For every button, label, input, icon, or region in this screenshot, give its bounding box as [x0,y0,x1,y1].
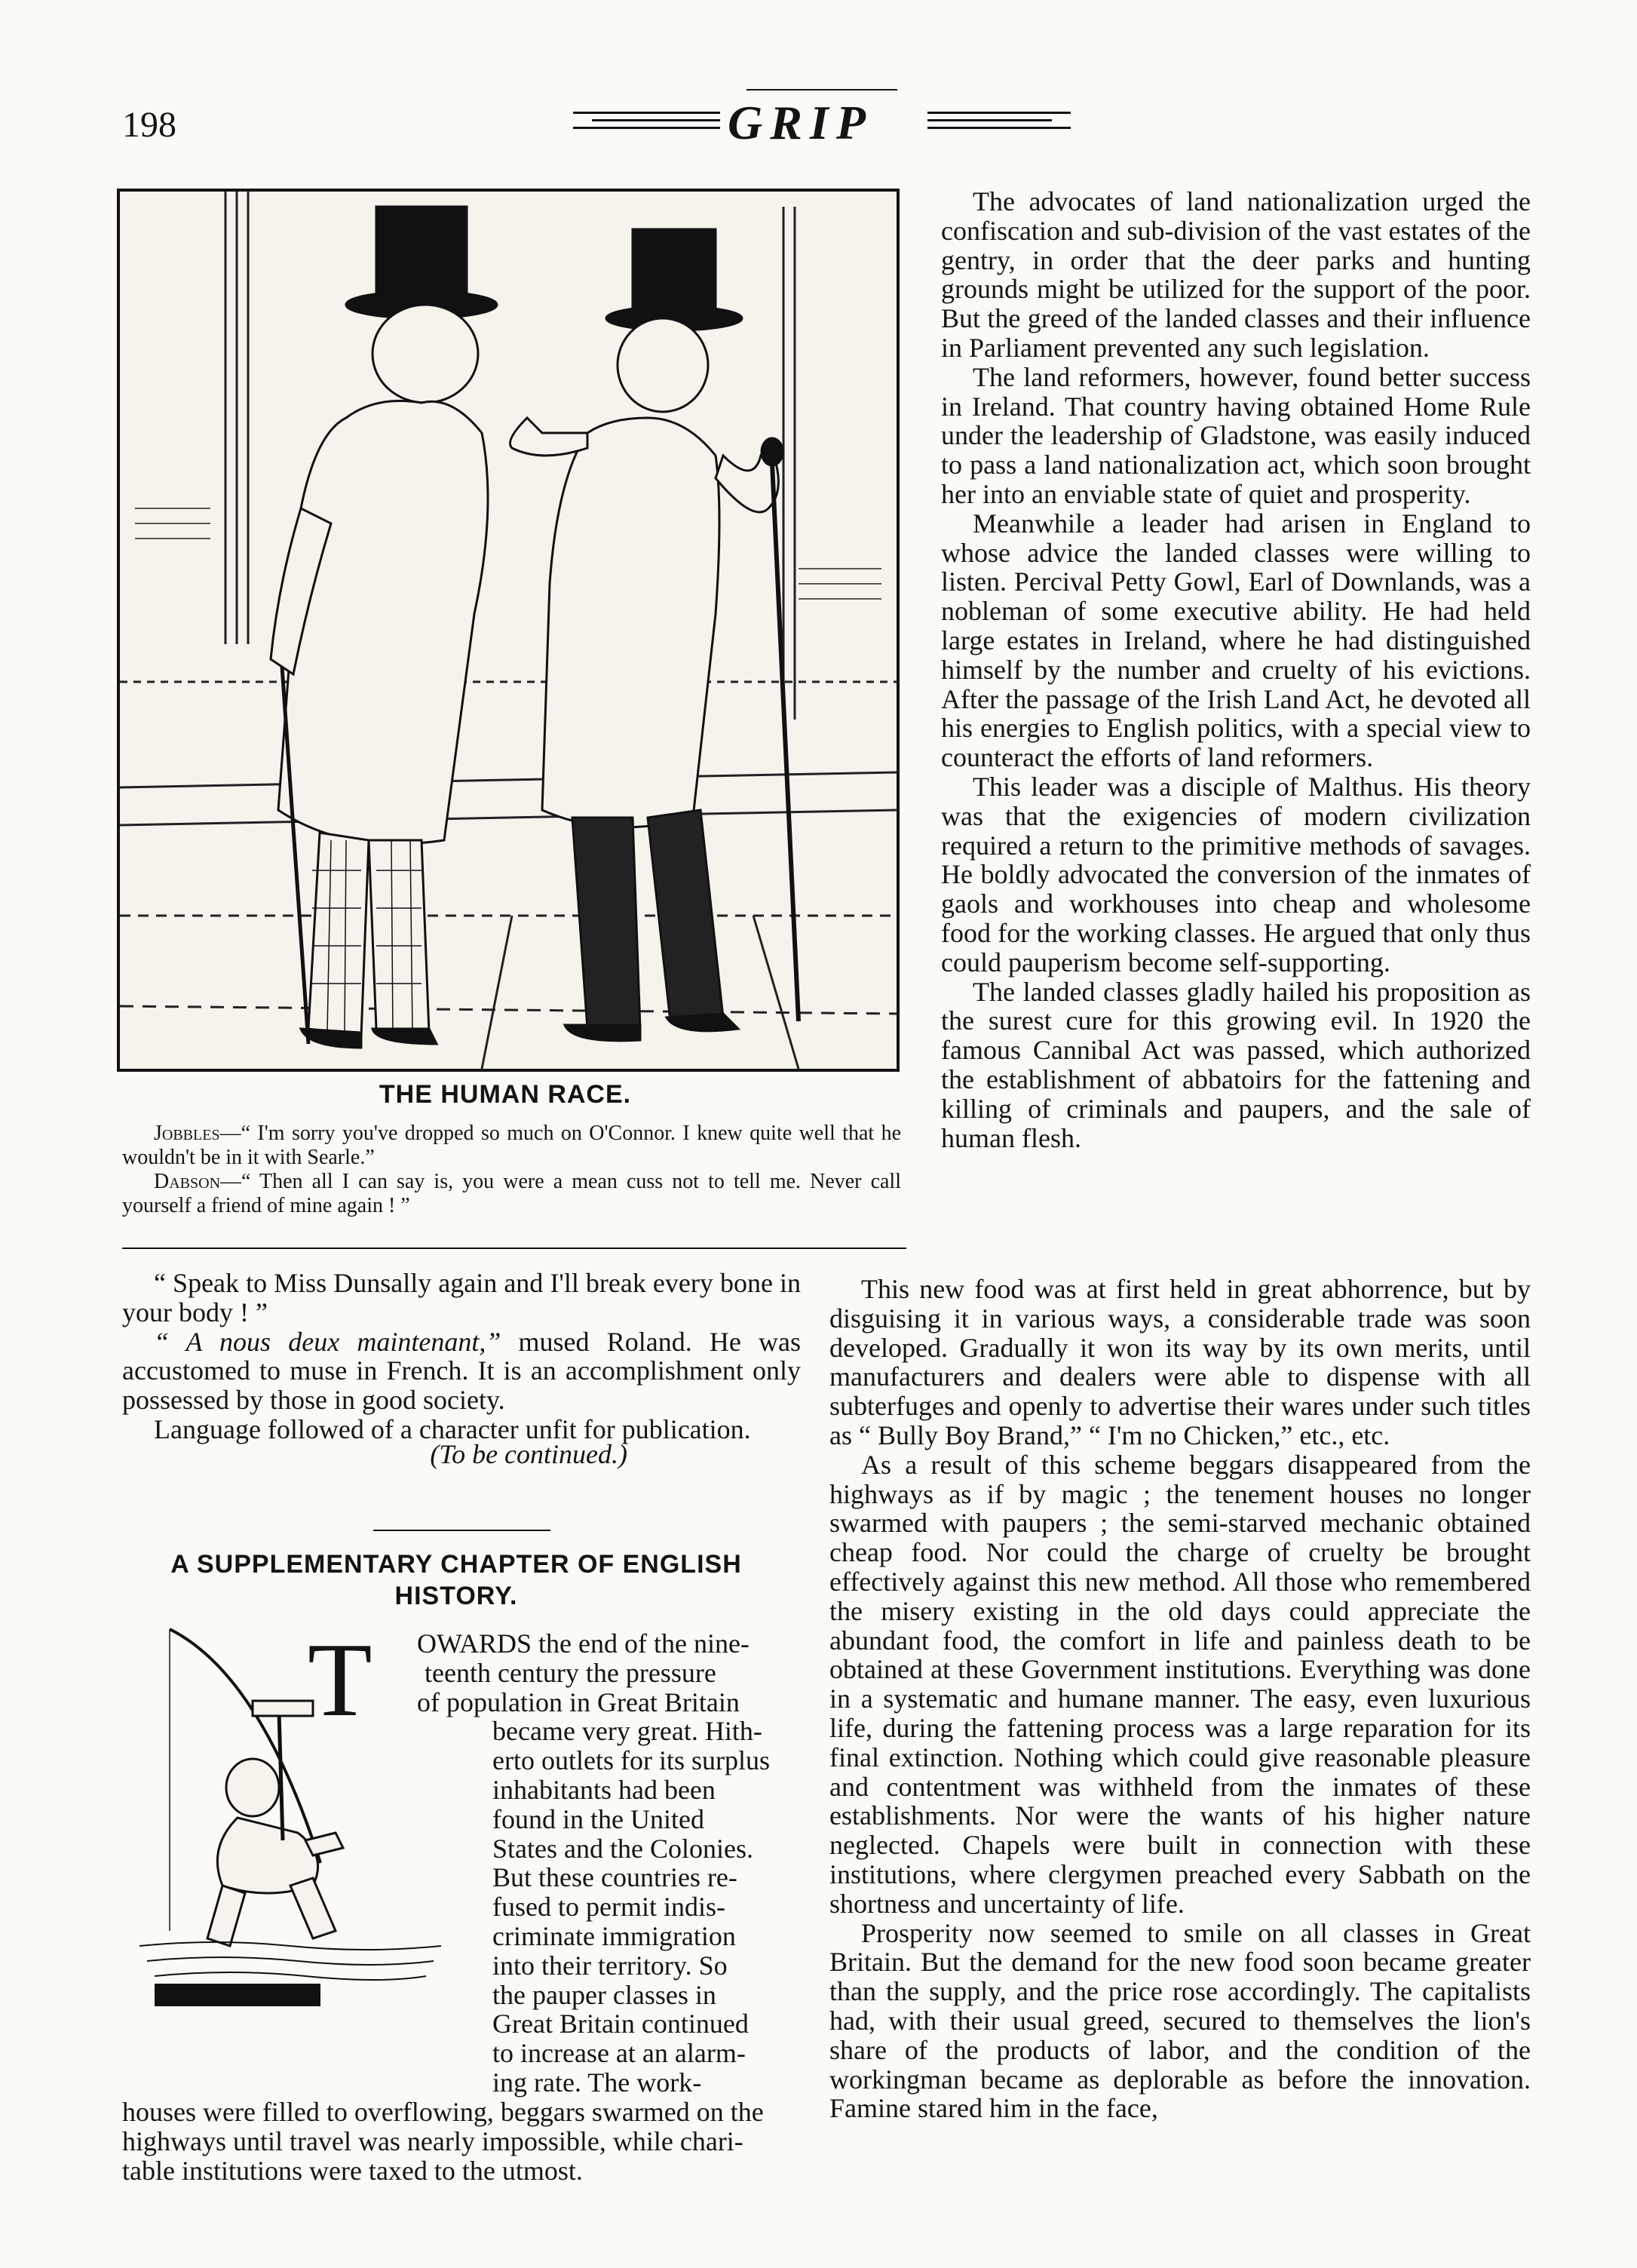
french-quote: “ A nous deux maintenant,” [154,1326,501,1357]
article-paragraph: Prosperity now seemed to smile on all classes in Great Britain. But the demand for the new food soon became greater than the supply, and the price rose accordingly. The capitalists had, with their usual greed, secured to themselves the lion's share of the products of labor, and the condition of the workingman became as deplorable as before the innovation. Famine stared him in the face, [829,1917,1531,2124]
article-line: Great Britain continued [492,2009,749,2039]
story-continuation [122,1269,801,1469]
article-paragraph: As a result of this scheme beggars disappeared from the highways as if by magic ; the tenement houses no longer swarmed with paupers ; the semi-starved mechanic obtained cheap food. Nor could the charge of cruelty be brought effectively against this new method. All those who remembered the misery existing in the old days could appreciate the abundant food, the comfort in life and painless death to be obtained at these Government institutions. Everything was done in a systematic and humane manner. The easy, even luxurious life, during the fattening process was a large reparation for its final extinction. Nothing which could give reasonable pleasure and contentment was withheld from the inmates of these establishments. Nor were the wants of his higher nature neglected. Chapels were built in connection with these institutions, where clergymen preached every Sabbath on the shortness and uncertainty of life. [829,1449,1531,1919]
caption-jobbles [122,1122,901,1170]
right-column-upper [941,187,1531,1152]
cartoon-caption [122,1122,901,1218]
article-line: ing rate. The work- [492,2067,702,2098]
article-line: criminate immigration [492,1920,736,1951]
story-text: mused Roland. He was accustomed to muse in French. It is an accomplishment only possessed by those in good society. [122,1326,801,1416]
article-title: A SUPPLEMENTARY CHAPTER OF ENGLISH HISTORY. [170,1550,742,1610]
right-column-lower [829,1275,1531,2123]
article-paragraph: The land reformers, however, found better success in Ireland. That country having obtained Home Rule under the leadership of Gladstone, was easily induced to pass a land nationalization act, which soon brought her into an enviable state of quiet and prosperity. [941,361,1531,509]
page-number: 198 [122,105,176,145]
article-line: inhabitants had been [492,1774,716,1805]
article-line: highways until travel was nearly impossible, while chari- [122,2125,743,2156]
story-paragraph: Language followed of a character unfit for publication. [154,1413,751,1444]
story-paragraph: “ Speak to Miss Dunsally again and I'll break every bone in your body ! ” [122,1268,801,1327]
speaker-dabson: Dabson [154,1170,221,1193]
article-line: fused to permit indis- [492,1892,725,1923]
article-line: houses were filled to overflowing, beggars swarmed on the [122,2097,764,2127]
article-line: the pauper classes in [492,1979,716,2010]
masthead [573,95,1071,154]
article-paragraph: The landed classes gladly hailed his proposition as the surest cure for this growing evil. In 1920 the famous Cannibal Act was passed, which authorized the establishment of abbatoirs for the fattening and killing of criminals and paupers, and the sale of human flesh. [941,976,1531,1153]
article-line: table institutions were taxed to the utmost. [122,2155,583,2186]
article-continued [122,2098,801,2185]
article-line: of population in Great Britain [417,1686,740,1717]
article-paragraph: Meanwhile a leader had arisen in England to whose advice the landed classes were willing to listen. Percival Petty Gowl, Earl of Downlands, was a nobleman of some executive ability. He had held large estates in Ireland, where he had distinguished himself by the number and cruelty of his evictions. After the passage of the Irish Land Act, he devoted all his energies to English politics, with a special view to counteract the efforts of land reformers. [941,508,1531,773]
article-line: found in the United [492,1803,704,1834]
article-paragraph: This new food was at first held in great abhorrence, but by disguising it in various ways, a considerable trade was soon developed. Gradually it won its way by its own merits, until manufacturers and dealers were able to dispense with all subterfuges and openly to advertise their wares under such titles as “ Bully Boy Brand,” “ I'm no Chicken,” etc., etc. [829,1274,1531,1450]
jobbles-line: —“ I'm sorry you've dropped so much on O'Connor. I knew quite well that he wouldn't be in it with Searle.” [122,1122,901,1169]
article-line: States and the Colonies. [492,1833,753,1864]
article-line: became very great. Hith- [492,1716,762,1747]
speaker-jobbles: Jobbles [154,1122,220,1145]
article-line: into their territory. So [492,1950,728,1981]
drop-cap [308,1622,421,1739]
article-line: OWARDS the end of the nine- [417,1628,750,1659]
article-opening [417,1629,798,2098]
article-paragraph: The advocates of land nationalization urged the confiscation and sub-division of the vast estates of the gentry, in order that the deer parks and hunting grounds might be utilized for the support of the poor. But the greed of the landed classes and their influence in Parliament prevented any such legislation. [941,186,1531,363]
drop-cap-letter: T [308,1622,372,1739]
cartoon-illustration [117,189,900,1072]
caption-dabson [122,1170,901,1218]
article-paragraph: This leader was a disciple of Malthus. His theory was that the exigencies of modern civilization required a return to the primitive methods of savages. He boldly advocated the conversion of the inmates of gaols and workhouses into cheap and wholesome food for the working classes. He argued that only thus could pauperism become self-supporting. [941,771,1531,977]
article-line: But these countries re- [492,1862,737,1893]
divider-rule [122,1248,906,1249]
article-line: teenth century the pressure [425,1657,716,1688]
article-line: to increase at an alarm- [492,2038,746,2069]
cartoon-title: THE HUMAN RACE. [379,1080,632,1109]
short-divider [373,1530,550,1531]
dabson-line: —“ Then all I can say is, you were a mean cuss not to tell me. Never call yourself a friend of mine again ! ” [122,1170,901,1217]
continued-note: (To be continued.) [430,1438,627,1469]
story-paragraph [122,1327,801,1415]
masthead-title: GRIP [728,96,873,149]
article-line: erto outlets for its surplus [492,1745,770,1776]
